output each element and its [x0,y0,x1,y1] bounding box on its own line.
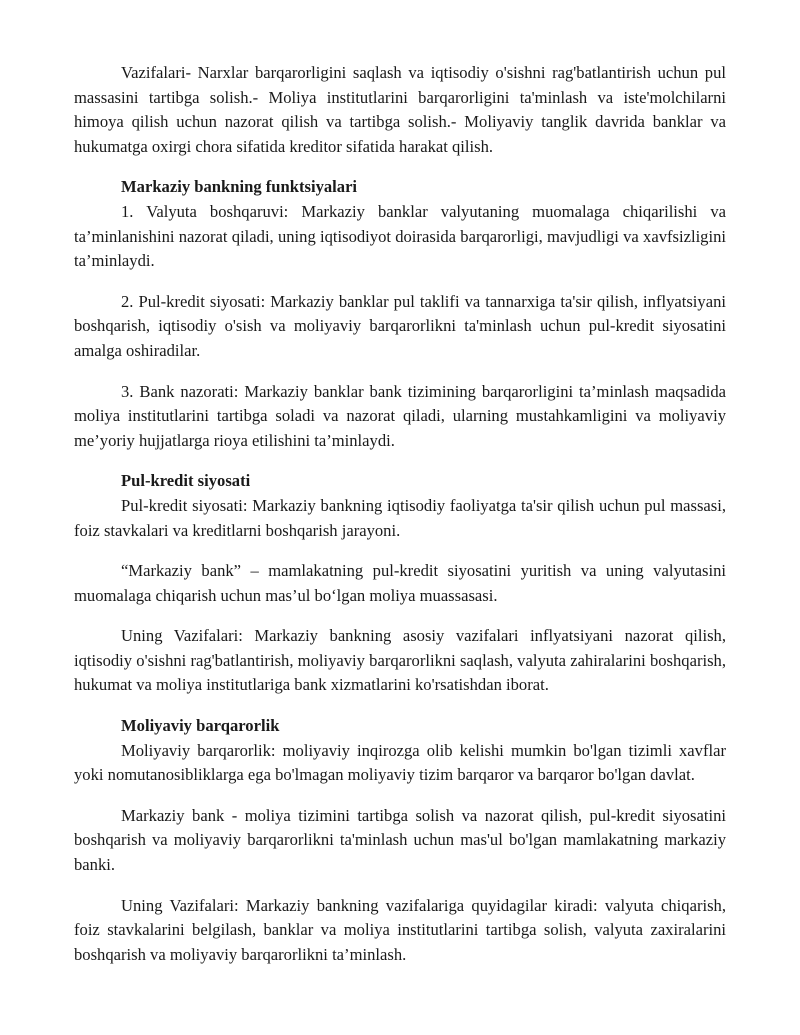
heading-moliyaviy-barqarorlik: Moliyaviy barqarorlik [121,716,280,736]
paragraph-uning-vazifalari-2: Uning Vazifalari: Markaziy bankning vazifalariga quyidagilar kiradi: valyuta chiqarish, foiz stavkalarini belgilash, banklar va moliya institutlarini tartibga solish, valyuta zaxiralarini boshqarish va moliyaviy barqarorlikni ta’minlash. [74,895,726,964]
paragraph-vazifalari-intro: Vazifalari- Narxlar barqarorligini saqlash va iqtisodiy o'sishni rag'batlantirish uchun pul massasini tartibga solish.- Moliya institutlarini barqarorligini ta'minlash va iste'molchilarni himoya qilish uchun nazorat qilish va tartibga solish.- Moliyaviy tanglik davrida banklar va hukumatga oxirgi chora sifatida kreditor sifatida harakat qilish. [74,63,726,156]
paragraph-markaziy-bank-role: Markaziy bank - moliya tizimini tartibga solish va nazorat qilish, pul-kredit siyosatini boshqarish va moliyaviy barqarorlikni ta'minlash uchun mas'ul bo'lgan mamlakatning markaziy banki. [74,805,726,875]
heading-markaziy-bank-funktsiyalari: Markaziy bankning funktsiyalari [121,177,358,197]
paragraph-bank-nazorati: 3. Bank nazorati: Markaziy banklar bank tizimining barqarorligini ta’minlash maqsadida moliya institutlarini tartibga soladi va nazorat qiladi, ularning mustahkamligini va moliyaviy me’yoriy hujjatlarga rioya etilishini ta’minlaydi. [74,381,726,450]
heading-pul-kredit-siyosati: Pul-kredit siyosati [121,471,251,491]
paragraph-markaziy-bank-definition: “Markaziy bank” – mamlakatning pul-kredit siyosatini yuritish va uning valyutasini muomalaga chiqarish uchun mas’ul bo‘lgan moliya muassasasi. [74,561,726,605]
paragraph-uning-vazifalari-1: Uning Vazifalari: Markaziy bankning asosiy vazifalari inflyatsiyani nazorat qilish, iqtisodiy o'sishni rag'batlantirish, moliyaviy barqarorlikni saqlash, valyuta zahiralarini boshqarish, hukumat va moliya institutlariga bank xizmatlarini ko'rsatishdan iborat. [74,626,726,695]
paragraph-pul-kredit-siyosati-item: 2. Pul-kredit siyosati: Markaziy banklar pul taklifi va tannarxiga ta'sir qilish, inflyatsiyani boshqarish, iqtisodiy o'sish va moliyaviy barqarorlikni ta'minlash uchun pul-kredit siyosatini amalga oshiradilar. [74,291,726,360]
paragraph-valyuta-boshqaruvi: 1. Valyuta boshqaruvi: Markaziy banklar valyutaning muomalaga chiqarilishi va ta’minlanishini nazorat qiladi, uning iqtisodiyot doirasida barqarorligi, mavjudligi va xavfsizligini ta’minlaydi. [74,201,726,271]
paragraph-moliyaviy-barqarorlik-definition: Moliyaviy barqarorlik: moliyaviy inqirozga olib kelishi mumkin bo'lgan tizimli xavflar yoki nomutanosibliklarga ega bo'lmagan moliyaviy tizim barqaror va barqaror bo'lgan davlat. [74,740,726,785]
paragraph-pul-kredit-definition: Pul-kredit siyosati: Markaziy bankning iqtisodiy faoliyatga ta'sir qilish uchun pul massasi, foiz stavkalari va kreditlarni boshqarish jarayoni. [74,495,726,540]
